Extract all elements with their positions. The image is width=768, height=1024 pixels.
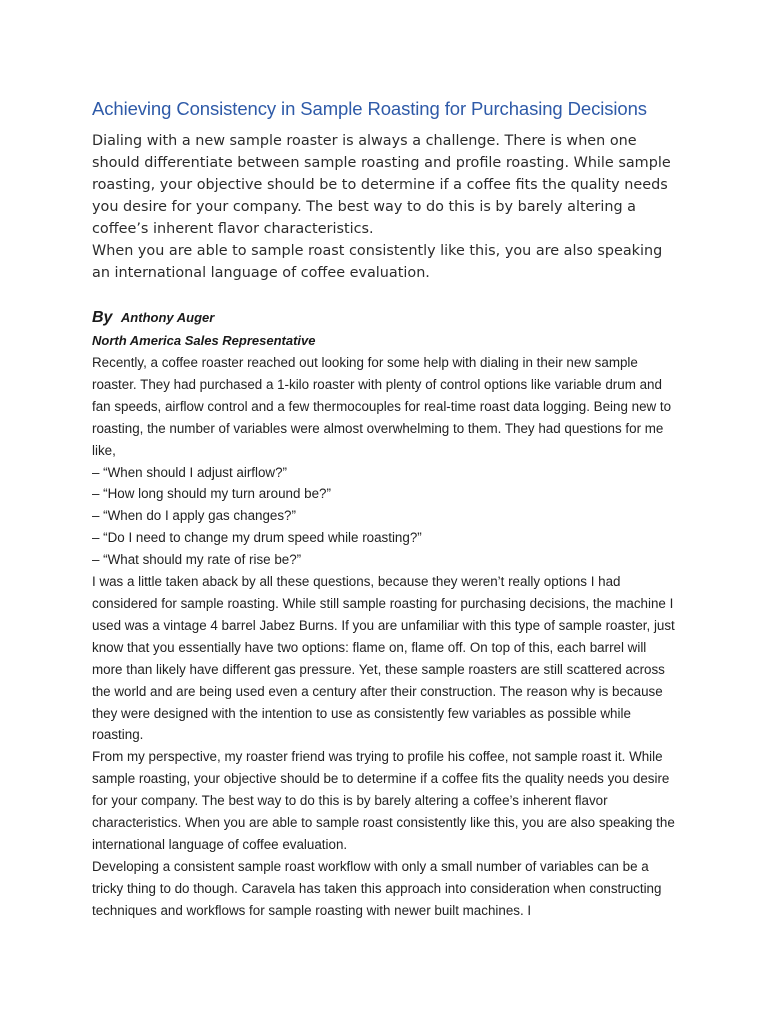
question-item: – “When do I apply gas changes?” [92,508,296,524]
byline-by: By [92,309,113,326]
article [92,96,680,922]
body-paragraph-3: From my perspective, my roaster friend was trying to profile his coffee, not sample roast it. While sample roasting, your objective should be to determine if a coffee fits the quality needs you desire for your company. The best way to do this is by barely altering a coffee’s inherent flavor characteristics. When you are able to sample roast consistently like this, you are also speaking the international language of coffee evaluation. [92,749,675,852]
question-item: – “What should my rate of rise be?” [92,552,302,568]
author-name: Anthony Auger [120,310,215,325]
intro-paragraph-1: Dialing with a new sample roaster is always a challenge. There is when one should differentiate between sample roasting and profile roasting. While sample roasting, your objective should be to determine if a coffee fits the quality needs you desire for your company. The best way to do this is by barely altering a coffee’s inherent flavor characteristics. [92,133,671,237]
question-item: – “Do I need to change my drum speed while roasting?” [92,530,422,546]
body-paragraph-2: I was a little taken aback by all these questions, because they weren’t really options I had considered for sample roasting. While still sample roasting for purchasing decisions, the machine I used was a vintage 4 barrel Jabez Burns. If you are unfamiliar with this type of sample roaster, just know that you essentially have two options: flame on, flame off. On top of this, each barrel will more than likely have different gas pressure. Yet, these sample roasters are still scattered across the world and are being used even a century after their construction. The reason why is because they were designed with the intention to use as consistently few variables as possible while roasting. [92,574,675,743]
question-item: – “When should I adjust airflow?” [92,464,288,480]
question-item: – “How long should my turn around be?” [92,486,331,502]
byline [92,306,680,330]
body-paragraph-1: Recently, a coffee roaster reached out looking for some help with dialing in their new sample roaster. They had purchased a 1-kilo roaster with plenty of control options like variable drum and fan speeds, airflow control and a few thermocouples for real-time roast data logging. Being new to roasting, the number of variables were almost overwhelming to them. They had questions for me like, [92,355,672,458]
article-intro [92,130,680,284]
body-paragraph-4: Developing a consistent sample roast workflow with only a small number of variables can be a tricky thing to do though. Caravela has taken this approach into consideration when constructing techniques and workflows for sample roasting with newer built machines. I [92,858,662,918]
author-role: North America Sales Representative [92,333,316,348]
intro-paragraph-2: When you are able to sample roast consistently like this, you are also speaking an international language of coffee evaluation. [92,243,663,281]
article-title: Achieving Consistency in Sample Roasting for Purchasing Decisions [92,98,647,119]
article-body [92,352,680,922]
